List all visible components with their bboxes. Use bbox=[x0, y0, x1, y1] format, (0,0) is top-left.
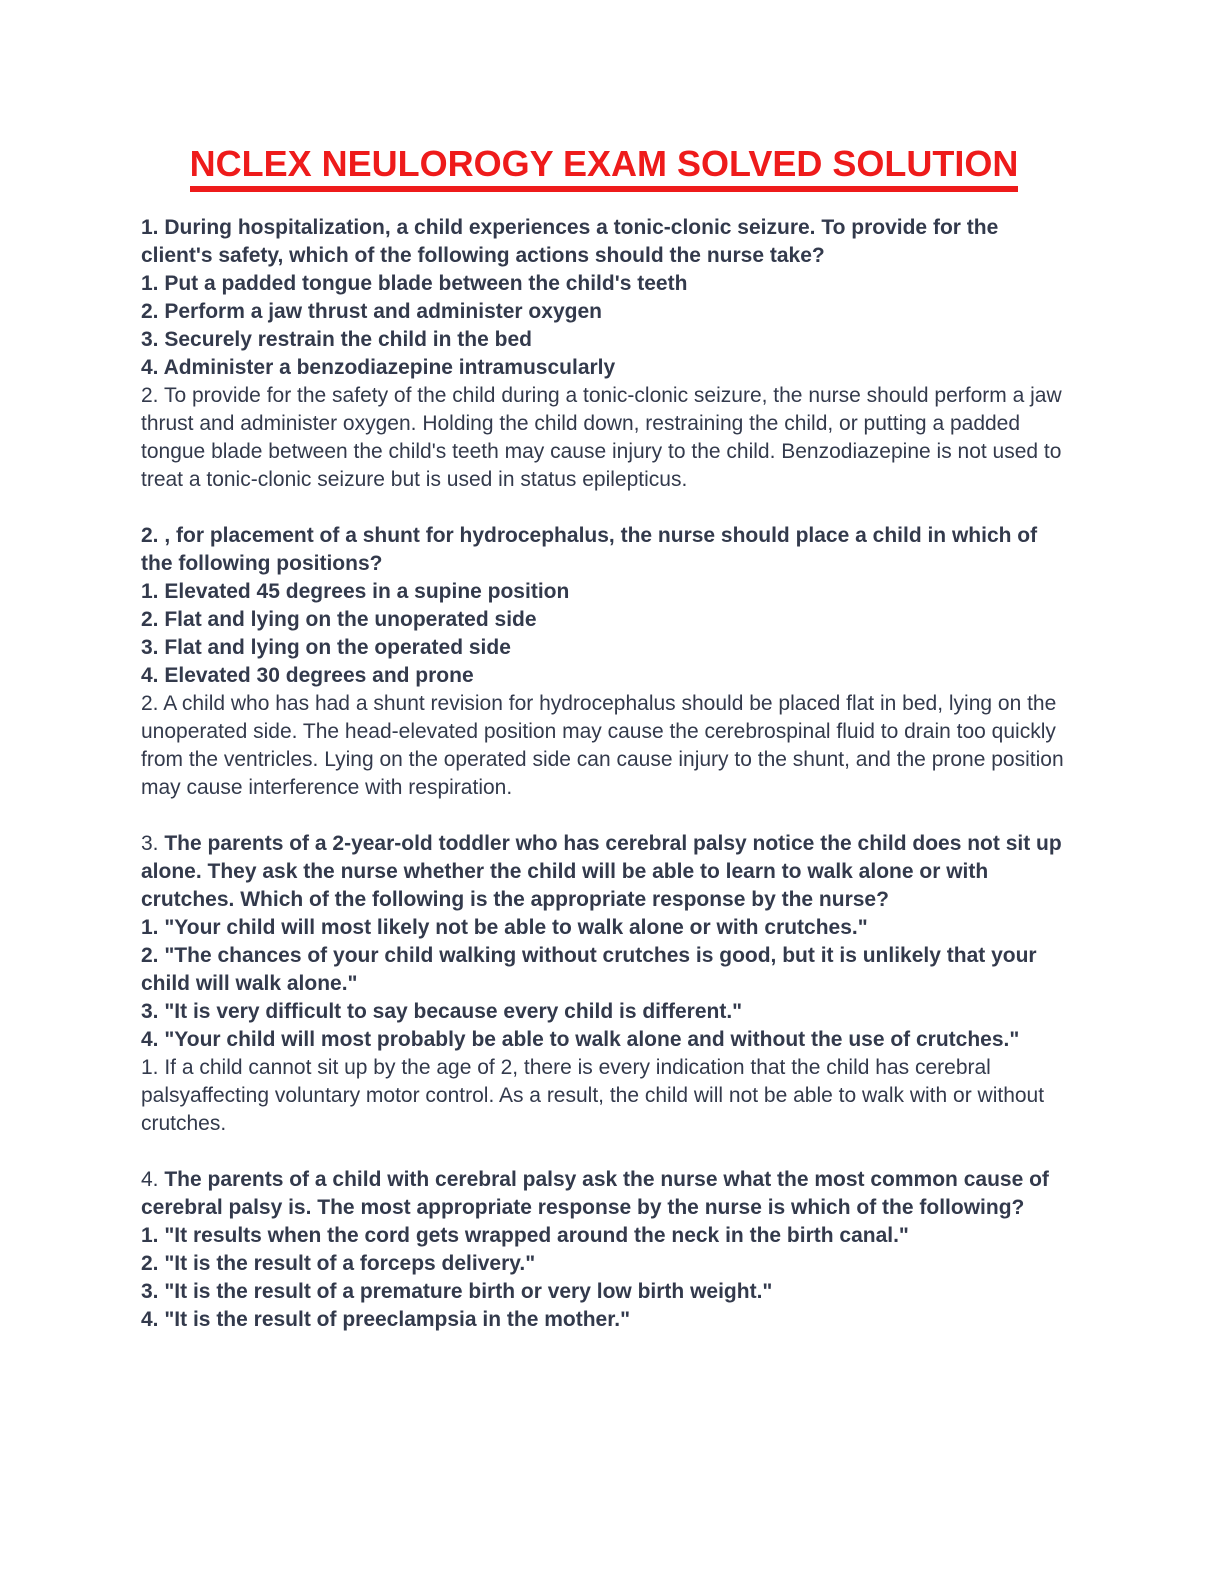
answer-option: 1. Put a padded tongue blade between the child's teeth bbox=[141, 272, 688, 296]
answer-option: 4. "Your child will most probably be able to walk alone and without the use of crutches." bbox=[141, 1028, 1020, 1052]
answer-option: 1. "It results when the cord gets wrapped around the neck in the birth canal." bbox=[141, 1224, 909, 1248]
question-block-4 bbox=[141, 1166, 1067, 1334]
answer-option: 1. "Your child will most likely not be able to walk alone or with crutches." bbox=[141, 916, 868, 940]
question-body: 1. During hospitalization, a child experiences a tonic-clonic seizure. To provide for the client's safety, which of the following actions should the nurse take? bbox=[141, 216, 999, 268]
question-text bbox=[141, 830, 1067, 914]
answer-option: 2. Perform a jaw thrust and administer oxygen bbox=[141, 300, 602, 324]
answer-option: 4. Elevated 30 degrees and prone bbox=[141, 664, 474, 688]
question-number: 4. bbox=[141, 1168, 165, 1192]
question-block-1 bbox=[141, 214, 1067, 494]
question-body: The parents of a 2-year-old toddler who has cerebral palsy notice the child does not sit up alone. They ask the nurse whether the child will be able to learn to walk alone or with crutches. Which of the following is the appropriate response by the nurse? bbox=[141, 832, 1062, 912]
answer-option: 4. "It is the result of preeclampsia in the mother." bbox=[141, 1308, 631, 1332]
page-title bbox=[141, 143, 1067, 184]
answer-option: 2. "The chances of your child walking without crutches is good, but it is unlikely that your child will walk alone." bbox=[141, 944, 1037, 996]
question-body: The parents of a child with cerebral palsy ask the nurse what the most common cause of cerebral palsy is. The most appropriate response by the nurse is which of the following? bbox=[141, 1168, 1049, 1220]
question-body: 2. , for placement of a shunt for hydrocephalus, the nurse should place a child in which of the following positions? bbox=[141, 524, 1038, 576]
answer-option: 2. "It is the result of a forceps delivery." bbox=[141, 1252, 536, 1276]
explanation-text: 2. To provide for the safety of the child during a tonic-clonic seizure, the nurse should perform a jaw thrust and administer oxygen. Holding the child down, restraining the child, or putting a padded tongue blade between the child's teeth may cause injury to the child. Benzodiazepine is not used to treat a tonic-clonic seizure but is used in status epilepticus. bbox=[141, 384, 1062, 492]
question-block-3 bbox=[141, 830, 1067, 1138]
question-text bbox=[141, 522, 1067, 578]
answer-option: 3. Flat and lying on the operated side bbox=[141, 636, 511, 660]
answer-option: 1. Elevated 45 degrees in a supine position bbox=[141, 580, 570, 604]
question-number: 3. bbox=[141, 832, 165, 856]
answer-option: 4. Administer a benzodiazepine intramuscularly bbox=[141, 356, 616, 380]
answer-option: 3. "It is very difficult to say because every child is different." bbox=[141, 1000, 743, 1024]
page-title-text: NCLEX NEULOROGY EXAM SOLVED SOLUTION bbox=[190, 143, 1019, 192]
answer-option: 2. Flat and lying on the unoperated side bbox=[141, 608, 537, 632]
explanation-text: 1. If a child cannot sit up by the age of 2, there is every indication that the child has cerebral palsyaffecting voluntary motor control. As a result, the child will not be able to walk with or without crutches. bbox=[141, 1056, 1045, 1136]
question-text bbox=[141, 214, 1067, 270]
question-block-2 bbox=[141, 522, 1067, 802]
answer-option: 3. Securely restrain the child in the bed bbox=[141, 328, 532, 352]
question-text bbox=[141, 1166, 1067, 1222]
explanation-text: 2. A child who has had a shunt revision for hydrocephalus should be placed flat in bed, lying on the unoperated side. The head-elevated position may cause the cerebrospinal fluid to drain too quickly from the ventricles. Lying on the operated side can cause injury to the shunt, and the prone position may cause interference with respiration. bbox=[141, 692, 1064, 800]
answer-option: 3. "It is the result of a premature birth or very low birth weight." bbox=[141, 1280, 773, 1304]
